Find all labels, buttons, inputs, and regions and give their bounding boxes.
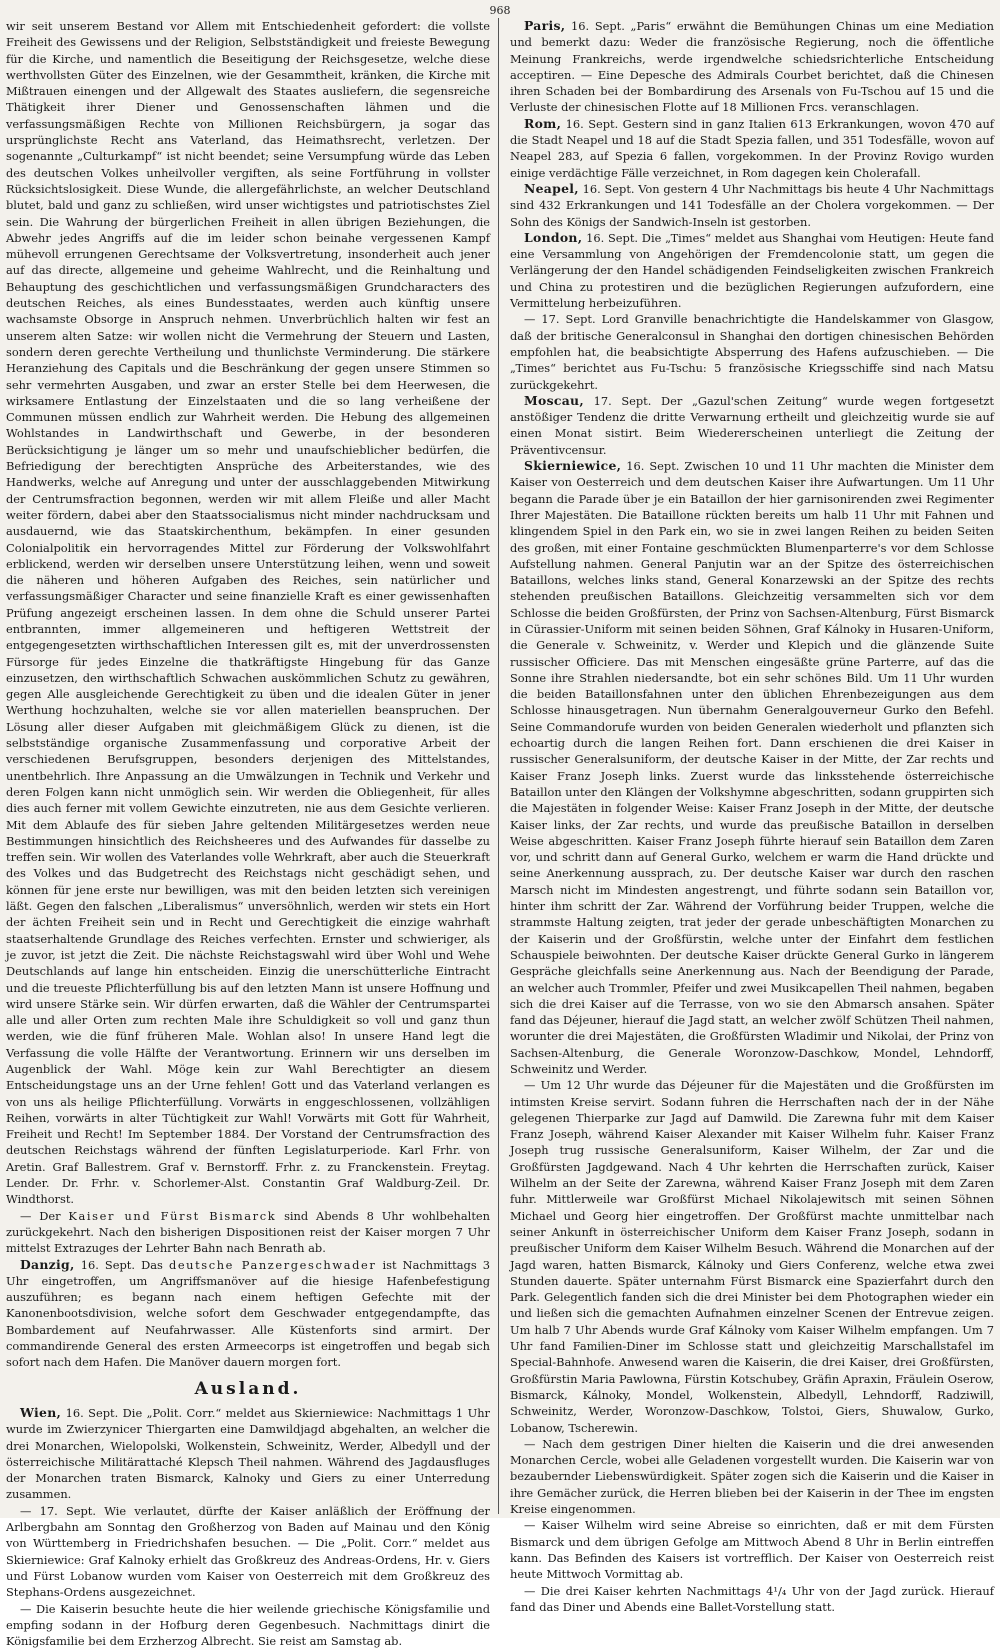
danzig-paragraph xyxy=(6,1257,490,1371)
london-dateline: London, xyxy=(524,230,582,245)
column-divider xyxy=(498,18,499,1514)
wien-text: 16. Sept. Die „Polit. Corr.“ meldet aus Skierniewice: Nachmittags 1 Uhr wurde im Zwierzynicer Thiergarten eine Damwildjagd abgehalten, an welcher die drei Monarchen, Wielopolski, Wolkenstein, Schweinitz, Werder, Albedyll und der österreichische Militärattaché Klepsch Theil nahmen. Während des Jagdausfluges der Monarchen traten Bismarck, Kalnoky und Giers zu einer Unterredung zusammen. xyxy=(6,1406,490,1501)
neapel-text: 16. Sept. Von gestern 4 Uhr Nachmittags bis heute 4 Uhr Nachmittags sind 432 Erkrankungen und 141 Todesfälle an der Cholera vorgekommen. — Der Sohn des Königs der Sandwich-Inseln ist gestorben. xyxy=(510,182,994,229)
danzig-dateline: Danzig, xyxy=(20,1257,75,1272)
rom-text: 16. Sept. Gestern sind in ganz Italien 613 Erkrankungen, wovon 470 auf die Stadt Neapel und 18 auf die Stadt Spezia fallen, und 351 Todesfälle, wovon auf Neapel 283, auf Spezia 6 fallen, vorgekommen. In der Provinz Rovigo wurden einige verdächtige Fälle verzeichnet, in Rom dagegen kein Cholerafall. xyxy=(510,117,994,180)
skierniewice-dateline: Skierniewice, xyxy=(524,458,621,473)
moscau-text: 17. Sept. Der „Gazul'schen Zeitung“ wurde wegen fortgesetzt anstößiger Tendenz die dritte Verwarnung ertheilt und gleichzeitig wurde sie auf einen Monat sistirt. Beim Wiedererscheinen unterliegt die Zeitung der Präventivcensur. xyxy=(510,394,994,457)
wien-paragraph-2: — 17. Sept. Wie verlautet, dürfte der Kaiser anläßlich der Eröffnung der Arlbergbahn am Sonntag den Großherzog von Baden auf Mainau und den König von Württemberg in Friedrichshafen besuchen. — Die „Polit. Corr.“ meldet aus Skierniewice: Graf Kalnoky erhielt das Großkreuz des Andreas-Ordens, Hr. v. Giers und Fürst Lobanow wurden vom Kaiser von Oesterreich mit dem Großkreuz des Stephans-Ordens ausgezeichnet. xyxy=(6,1503,490,1601)
wien-paragraph-3: — Die Kaiserin besuchte heute die hier weilende griechische Königsfamilie und empfing sodann in der Hofburg deren Gegenbesuch. Nachmittags dinirt die Königsfamilie bei dem Erzherzog Albrecht. Sie reist am Samstag ab. xyxy=(6,1601,490,1649)
skierniewice-text: 16. Sept. Zwischen 10 und 11 Uhr machten die Minister dem Kaiser von Oesterreich und dem deutschen Kaiser ihre Aufwartungen. Um 11 Uhr begann die Parade über je ein Bataillon der hier garnisonirenden zwei Regimenter Ihrer Majestäten. Die Bataillone rückten bereits um halb 11 Uhr mit Fahnen und klingendem Spiel in den Park ein, wo sie in zwei langen Reihen zu beiden Seiten des großen, mit einer Fontaine geschmückten Blumenparterre's vor dem Schlosse Aufstellung nahmen. General Panjutin war an der Spitze des österreichischen Bataillons, welches links stand, General Konarzewski an der Spitze des rechts stehenden preußischen Bataillons. Gleichzeitig versammelten sich vor dem Schlosse die beiden Großfürsten, der Prinz von Sachsen-Altenburg, Fürst Bismarck in Cürassier-Uniform mit seinen beiden Söhnen, Graf Kálnoky in Husaren-Uniform, die Generale v. Schweinitz, v. Werder und Klepich und die glänzende Suite russischer Officiere. Das mit Menschen eingesäßte grüne Parterre, auf das die Sonne ihre Strahlen niedersandte, bot ein sehr schönes Bild. Um 11 Uhr wurden die beiden Bataillonsfahnen unter den üblichen Ehrenbezeigungen aus dem Schlosse hinausgetragen. Nun übernahm Generalgouverneur Gurko den Befehl. Seine Commandorufe wurden von beiden Generalen wiederholt und pflanzten sich echoartig durch die langen Reihen fort. Dann erschienen die drei Kaiser in russischer Generalsuniform, der deutsche Kaiser in der Mitte, der Zar rechts und Kaiser Franz Joseph links. Zuerst wurde das linksstehende österreichische Bataillon unter den Klängen der Volkshymne abgeschritten, sodann gruppirten sich die Majestäten in folgender Weise: Kaiser Franz Joseph in der Mitte, der deutsche Kaiser links, der Zar rechts, und wurde das preußische Bataillon in derselben Weise abgeschritten. Kaiser Franz Joseph führte hierauf sein Bataillon dem Zaren vor, und schritt dann auf General Gurko, welchem er warm die Hand drückte und seine Anerkennung aussprach, zu. Der deutsche Kaiser war durch den raschen Marsch nicht im Mindesten angestrengt, und führte sodann sein Bataillon vor, hinter ihm schritt der Zar. Während der Vorführung beider Truppen, welche die strammste Haltung zeigten, trat jeder der gerade unbeschäftigten Monarchen zu der Kaiserin und der Großfürstin, welche unter der Einfahrt dem festlichen Schauspiele beiwohnten. Der deutsche Kaiser drückte General Gurko in längerem Gespräche gleichfalls seine Anerkennung aus. Nach der Beendigung der Parade, an welcher auch Trommler, Pfeifer und zwei Musikcapellen Theil nahmen, begaben sich die drei Kaiser auf die Terrasse, von wo sie den Abmarsch ansahen. Später fand das Déjeuner, hierauf die Jagd statt, an welcher zwölf Schützen Theil nahmen, worunter die drei Majestäten, die Großfürsten Wladimir und Nikolai, der Prinz von Sachsen-Altenburg, die Generale Woronzow-Daschkow, Mondel, Lehndorff, Schweinitz und Werder. xyxy=(510,459,994,1076)
london-paragraph xyxy=(510,230,994,311)
kaiser-bismarck-return-paragraph xyxy=(6,1208,490,1257)
london-paragraph-2: — 17. Sept. Lord Granville benachrichtigte die Handelskammer von Glasgow, daß der britische Generalconsul in Shanghai den dortigen chinesischen Behörden empfohlen hat, die beabsichtigte Absperrung des Hafens aufzuschieben. — Die „Times“ berichtet aus Fu-Tschu: 5 französische Kriegsschiffe sind nach Matsu zurückgekehrt. xyxy=(510,311,994,392)
wien-dateline: Wien, xyxy=(20,1405,61,1420)
kaiser-rest: sind Abends 8 Uhr wohlbehalten zurückgekehrt. Nach den bisherigen Dispositionen reist der Kaiser morgen 7 Uhr mittelst Extrazuges der Lehrter Bahn nach Benrath ab. xyxy=(6,1209,490,1256)
skierniewice-paragraph-5: — Die drei Kaiser kehrten Nachmittags 4¹/₄ Uhr von der Jagd zurück. Hierauf fand das Diner und Abends eine Ballet-Vorstellung statt. xyxy=(510,1583,994,1616)
paris-dateline: Paris, xyxy=(524,18,565,33)
moscau-dateline: Moscau, xyxy=(524,393,584,408)
danzig-rest: ist Nachmittags 3 Uhr eingetroffen, um Angriffsmanöver auf die hiesige Hafenbefestigung auszuführen; es begann nach einem heftigen Gefechte mit der Kanonenbootsdivision, welche sofort dem Geschwader entgegendampfte, das Bombardement auf Neufahrwasser. Alle Küstenforts sind armirt. Der commandirende General des ersten Armeecorps ist eingetroffen und begab sich sofort nach dem Hafen. Die Manöver dauern morgen fort. xyxy=(6,1258,490,1370)
neapel-paragraph xyxy=(510,181,994,230)
left-column xyxy=(6,18,490,1514)
danzig-date: 16. Sept. Das xyxy=(81,1258,163,1272)
rom-dateline: Rom, xyxy=(524,116,561,131)
skierniewice-paragraph-3: — Nach dem gestrigen Diner hielten die Kaiserin und die drei anwesenden Monarchen Cercle, wobei alle Geladenen vorgestellt wurden. Die Kaiserin war von bezaubernder Liebenswürdigkeit. Später zogen sich die Kaiserin und die Kaiser in ihre Gemächer zurück, die Herren blieben bei der Kaiserin in der Thee im engsten Kreise eingenommen. xyxy=(510,1436,994,1517)
moscau-paragraph xyxy=(510,393,994,458)
paris-text: 16. Sept. „Paris“ erwähnt die Bemühungen Chinas um eine Mediation und bemerkt dazu: Weder die französische Regierung, noch die öffentliche Meinung Frankreichs, werde irgendwelche schiedsrichterliche Entscheidung acceptiren. — Eine Depesche des Admirals Courbet berichtet, daß die Chinesen ihren Schaden bei der Bombardirung des Arsenals von Fu-Tschou auf 15 und die Verluste der chinesischen Flotte auf 18 Millionen Frcs. veranschlagen. xyxy=(510,19,994,114)
page-number: 968 xyxy=(0,4,1000,17)
kaiser-lead: — Der xyxy=(20,1209,61,1223)
skierniewice-paragraph xyxy=(510,458,994,1077)
rom-paragraph xyxy=(510,116,994,181)
wien-paragraph xyxy=(6,1405,490,1503)
paris-paragraph xyxy=(510,18,994,116)
skierniewice-paragraph-2: — Um 12 Uhr wurde das Déjeuner für die Majestäten und die Großfürsten im intimsten Kreise servirt. Sodann fuhren die Herrschaften nach der in der Nähe gelegenen Thierparke zur Jagd auf Damwild. Die Zarewna fuhr mit dem Kaiser Franz Joseph, während Kaiser Alexander mit Kaiser Wilhelm fuhr. Kaiser Franz Joseph trug russische Generalsuniform, Kaiser Wilhelm, der Zar und die Großfürsten Jagdgewand. Nach 4 Uhr kehrten die Herrschaften zurück, Kaiser Wilhelm an der Seite der Zarewna, während Kaiser Franz Joseph mit dem Zaren fuhr. Mittlerweile war Großfürst Michael Nikolajewitsch mit seinen Söhnen Michael und Georg hier eingetroffen. Der Großfürst machte unmittelbar nach seiner Ankunft in österreichischer Uniform dem Kaiser Franz Joseph, sodann in preußischer Uniform dem Kaiser Wilhelm Besuch. Während die Monarchen auf der Jagd waren, hatten Bismarck, Kálnoky und Giers Conferenz, welche etwa zwei Stunden dauerte. Später unternahm Fürst Bismarck eine Spazierfahrt durch den Park. Gelegentlich fanden sich die drei Minister bei dem Photographen wieder ein und ließen sich die gemachten Aufnahmen einzelner Scenen der Entrevue zeigen. Um halb 7 Uhr Abends wurde Graf Kálnoky vom Kaiser Wilhelm empfangen. Um 7 Uhr fand Familien-Diner im Schlosse statt und gleichzeitig Marschallstafel im Special-Bahnhofe. Anwesend waren die Kaiserin, die drei Kaiser, drei Großfürsten, Großfürstin Maria Pawlowna, Fürstin Kotschubey, Gräfin Apraxin, Fräulein Oserow, Bismarck, Kálnoky, Mondel, Wolkenstein, Albedyll, Lehndorff, Radziwill, Schweinitz, Werder, Woronzow-Daschkow, Tolstoi, Giers, Shuwalow, Gurko, Lobanow, Tscherewin. xyxy=(510,1077,994,1436)
right-column xyxy=(510,18,994,1514)
danzig-spaced: deutsche Panzergeschwader xyxy=(169,1258,376,1272)
london-text: 16. Sept. Die „Times“ meldet aus Shanghai vom Heutigen: Heute fand eine Versammlung von Angehörigen der Fremdencolonie statt, um gegen die Verlängerung der den Handel schädigenden Feindseligkeiten zwischen Frankreich und China zu protestiren und die bezüglichen Regierungen aufzufordern, eine Vermittelung herbeizuführen. xyxy=(510,231,994,310)
neapel-dateline: Neapel, xyxy=(524,181,579,196)
skierniewice-paragraph-4: — Kaiser Wilhelm wird seine Abreise so einrichten, daß er mit dem Fürsten Bismarck und dem übrigen Gefolge am Mittwoch Abend 8 Uhr in Berlin eintreffen kann. Das Befinden des Kaisers ist vortrefflich. Der Kaiser von Oesterreich reist heute Mittwoch Vormittag ab. xyxy=(510,1517,994,1582)
ausland-heading: Ausland. xyxy=(6,1381,490,1397)
kaiser-spaced: Kaiser und Fürst Bismarck xyxy=(68,1209,276,1223)
centrum-manifesto-paragraph: wir seit unserem Bestand vor Allem mit Entschiedenheit gefordert: die vollste Freiheit des Gewissens und der Religion, Selbstständigkeit und freieste Bewegung für die Kirche, und namentlich die Beseitigung der Reichsgesetze, welche diese werthvollsten Güter des Einzelnen, wie der Gesammtheit, kränken, die Kirche mit Mißtrauen einengen und der Allgewalt des Staates ausliefern, die segensreiche Thätigkeit ihrer Diener und Genossenschaften lähmen und die verfassungsmäßigen Rechte von Millionen Reichsbürgern, ja sogar das ursprünglichste Recht ans Vaterland, das Heimathsrecht, verletzen. Der sogenannte „Culturkampf“ ist nicht beendet; seine Versumpfung würde das Leben des deutschen Volkes unheilvoller vergiften, als seine Fortführung in vollster Rücksichtslosigkeit. Diese Wunde, die allergefährlichste, an welcher Deutschland blutet, bald und ganz zu schließen, wird unser wichtigstes und patriotischstes Ziel sein. Die Wahrung der bürgerlichen Freiheit in allen übrigen Beziehungen, die Abwehr jedes Angriffs auf die im leider schon beinahe vergessenen Kampf mühevoll errungenen Gerechtsame der Volksvertretung, insonderheit auch jener auf das directe, allgemeine und geheime Wahlrecht, und die Reinhaltung und Behauptung des geschichtlichen und verfassungsmäßigen Grundcharacters des deutschen Reiches, als eines Bundesstaates, werden auch künftig unsere wachsamste Obsorge in Anspruch nehmen. Unverbrüchlich halten wir fest an unserem alten Satze: wir wollen nicht die Vermehrung der Steuern und Lasten, sondern deren gerechte Vertheilung und thunlichste Verminderung. Die stärkere Heranziehung des Capitals und die Beschränkung der gegen unsere Stimmen so sehr vermehrten Ausgaben, und zwar an erster Stelle bei dem Heerwesen, die wirksamere Entlastung der Einzelstaaten und die so lang verheißene der Communen müssen endlich zur Wahrheit werden. Die Hebung des allgemeinen Wohlstandes in Landwirthschaft und Gewerbe, in der besonderen Berücksichtigung je länger um so mehr und unaufschieblicher bedürfen, die Befriedigung der berechtigten Ansprüche des Arbeiterstandes, wie des Handwerks, welche auf Anregung und unter der ausschlaggebenden Mitwirkung der Centrumsfraction begonnen, werden wir mit allem Fleiße und aller Macht weiter fördern, dabei aber den Staatssocialismus nicht minder nachdrucksam und ausdauernd, wie das Staatskirchenthum, bekämpfen. In einer gesunden Colonialpolitik ein hervorragendes Mittel zur Förderung der Volkswohlfahrt erblickend, werden wir derselben unsere Unterstützung leihen, wenn und soweit die näheren und höheren Aufgaben des Reiches, sein natürlicher und verfassungsmäßiger Character und seine finanzielle Kraft es einer gewissenhaften Prüfung angezeigt erscheinen lassen. In dem ohne die Schuld unserer Partei entbrannten, immer allgemeineren und heftigeren Wettstreit der entgegengesetzten wirthschaftlichen Interessen gilt es, mit der unverdrossensten Fürsorge für jedes Einzelne die thatkräftigste Hingebung für das Ganze einzusetzen, den wirthschaftlich Schwachen auskömmlichen Schutz zu gewähren, gegen Alle ausgleichende Gerechtigkeit zu üben und die idealen Güter in jener Werthung hochzuhalten, welche sie vor allen materiellen beanspruchen. Der Lösung aller dieser Aufgaben mit gleichmäßigem Glück zu dienen, ist die selbstständige organische Zusammenfassung und corporative Arbeit der verschiedenen Berufsgruppen, besonders derjenigen des Mittelstandes, unentbehrlich. Ihre Anpassung an die Umwälzungen in Technik und Verkehr und deren Folgen kann nicht unmöglich sein. Wir werden die Obliegenheit, für alles dies auch ferner mit vollem Gewichte einzutreten, nie aus dem Gesichte verlieren. Mit dem Ablaufe des für sieben Jahre geltenden Militärgesetzes werden neue Bestimmungen hinsichtlich des Reichsheeres und des Aufwandes für dasselbe zu treffen sein. Wir wollen des Vaterlandes volle Wehrkraft, aber auch die Steuerkraft des Volkes und das Budgetrecht des Reichstags nicht geschädigt sehen, und können für jene erste nur bewilligen, was mit den beiden letzten sich vereinigen läßt. Gegen den falschen „Liberalismus“ unversöhnlich, werden wir stets ein Hort der ächten Freiheit sein und in Recht und Gerechtigkeit die einzige wahrhaft staatserhaltende Grundlage des Reiches verfechten. Ernster und schwieriger, als je zuvor, ist jetzt die Zeit. Die nächste Reichstagswahl wird über Wohl und Wehe Deutschlands auf lange hin entscheiden. Einzig die unerschütterliche Eintracht und die treueste Pflichterfüllung bis auf den letzten Mann ist unsere Hoffnung und wird unsere Stärke sein. Wir dürfen erwarten, daß die Wähler der Centrumspartei alle und aller Orten zum rechten Male ihre Schuldigkeit so voll und ganz thun werden, wie die fünf früheren Male. Wohlan also! In unsere Hand legt die Verfassung die volle Hälfte der Verantwortung. Erinnern wir uns derselben im Augenblick der Wahl. Möge kein zur Wahl Berechtigter an diesem Entscheidungstage uns an der Urne fehlen! Gott und das Vaterland verlangen es von uns als heilige Pflichterfüllung. Vorwärts in enggeschlossenen, vollzähligen Reihen, vorwärts in alter Tüchtigkeit zur Wahl! Vorwärts mit Gott für Wahrheit, Freiheit und Recht! Im September 1884. Der Vorstand der Centrumsfraction des deutschen Reichstags während der fünften Legislaturperiode. Karl Frhr. von Aretin. Graf Ballestrem. Graf v. Bernstorff. Frhr. z. zu Franckenstein. Freytag. Lender. Dr. Frhr. v. Schorlemer-Alst. Constantin Graf Waldburg-Zeil. Dr. Windthorst. xyxy=(6,18,490,1208)
